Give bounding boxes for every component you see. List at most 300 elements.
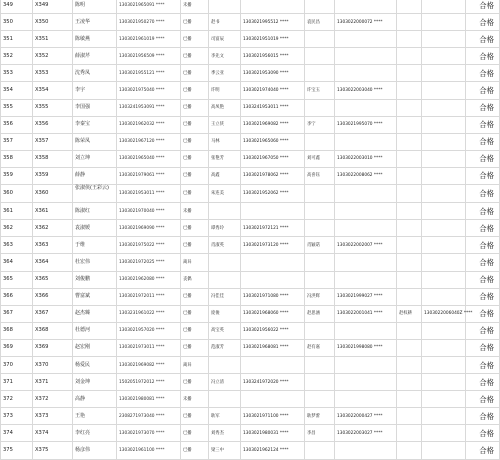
marital-status[interactable]: 未播: [181, 391, 209, 408]
id-number[interactable]: 1303021969082 ****: [117, 356, 181, 373]
result-cell[interactable]: 合格: [466, 185, 500, 203]
marital-status[interactable]: 未播: [181, 203, 209, 220]
child-id-number[interactable]: 1303022002007 ****: [335, 237, 397, 254]
record-code[interactable]: X356: [33, 116, 73, 133]
result-cell[interactable]: 合格: [466, 237, 500, 254]
row-index[interactable]: 373: [1, 408, 33, 425]
spouse-id-number[interactable]: 1303021978062 ****: [241, 167, 305, 184]
record-code[interactable]: X361: [33, 203, 73, 220]
person-name[interactable]: 沈秀凤: [73, 65, 117, 82]
second-child-name[interactable]: [397, 356, 422, 373]
spouse-name[interactable]: [209, 271, 241, 288]
row-index[interactable]: 353: [1, 65, 33, 82]
id-number[interactable]: 1502051972012 ****: [117, 374, 181, 391]
child-id-number[interactable]: [335, 374, 397, 391]
row-index[interactable]: 363: [1, 237, 33, 254]
id-number[interactable]: 1303021980081 ****: [117, 391, 181, 408]
second-child-id-number[interactable]: [422, 237, 466, 254]
record-code[interactable]: X362: [33, 220, 73, 237]
second-child-name[interactable]: [397, 322, 422, 339]
person-name[interactable]: 李红亮: [73, 425, 117, 442]
second-child-id-number[interactable]: [422, 167, 466, 184]
result-cell[interactable]: 合格: [466, 288, 500, 305]
child-name[interactable]: [305, 356, 335, 373]
spouse-id-number[interactable]: [241, 254, 305, 271]
marital-status[interactable]: 已播: [181, 288, 209, 305]
record-code[interactable]: X375: [33, 442, 73, 459]
result-cell[interactable]: 合格: [466, 374, 500, 391]
spouse-name[interactable]: 朱连美: [209, 185, 241, 203]
person-name[interactable]: 杨爱民: [73, 356, 117, 373]
row-index[interactable]: 356: [1, 116, 33, 133]
marital-status[interactable]: 已播: [181, 220, 209, 237]
record-code[interactable]: X369: [33, 339, 73, 356]
child-id-number[interactable]: 1303021995070 ****: [335, 116, 397, 133]
child-id-number[interactable]: [335, 48, 397, 65]
id-number[interactable]: 1303021973070 ****: [117, 425, 181, 442]
spouse-id-number[interactable]: 1303021953090 ****: [241, 65, 305, 82]
child-name[interactable]: [305, 203, 335, 220]
id-number[interactable]: 1303021975022 ****: [117, 237, 181, 254]
child-name[interactable]: [305, 322, 335, 339]
child-name[interactable]: [305, 442, 335, 459]
row-index[interactable]: 368: [1, 322, 33, 339]
spouse-name[interactable]: [209, 391, 241, 408]
spouse-name[interactable]: 王立侠: [209, 116, 241, 133]
record-code[interactable]: X368: [33, 322, 73, 339]
child-id-number[interactable]: [335, 65, 397, 82]
person-name[interactable]: 刘俊鹏: [73, 271, 117, 288]
id-number[interactable]: 1303021972011 ****: [117, 288, 181, 305]
id-number[interactable]: 1303021962080 ****: [117, 271, 181, 288]
spouse-id-number[interactable]: 1303021971100 ****: [241, 408, 305, 425]
result-cell[interactable]: 合格: [466, 31, 500, 48]
marital-status[interactable]: 已播: [181, 48, 209, 65]
child-id-number[interactable]: [335, 220, 397, 237]
child-id-number[interactable]: [335, 31, 397, 48]
child-id-number[interactable]: [335, 133, 397, 150]
second-child-name[interactable]: [397, 48, 422, 65]
child-name[interactable]: 耿梦蕾: [305, 408, 335, 425]
result-cell[interactable]: 合格: [466, 356, 500, 373]
row-index[interactable]: 369: [1, 339, 33, 356]
row-index[interactable]: 352: [1, 48, 33, 65]
second-child-name[interactable]: [397, 425, 422, 442]
record-code[interactable]: X352: [33, 48, 73, 65]
spouse-id-number[interactable]: 1303021967050 ****: [241, 150, 305, 167]
person-name[interactable]: 杨彦伟: [73, 442, 117, 459]
spouse-id-number[interactable]: 1303021952062 ****: [241, 185, 305, 203]
child-id-number[interactable]: 1303022003040 ****: [335, 82, 397, 99]
spouse-name[interactable]: [209, 0, 241, 14]
person-name[interactable]: 高静: [73, 391, 117, 408]
marital-status[interactable]: 已播: [181, 65, 209, 82]
marital-status[interactable]: 离异: [181, 356, 209, 373]
result-cell[interactable]: 合格: [466, 65, 500, 82]
child-id-number[interactable]: [335, 322, 397, 339]
person-name[interactable]: 薛淑芹: [73, 48, 117, 65]
row-index[interactable]: 361: [1, 203, 33, 220]
spouse-name[interactable]: 范淑芳: [209, 339, 241, 356]
result-cell[interactable]: 合格: [466, 442, 500, 459]
second-child-id-number[interactable]: [422, 356, 466, 373]
id-number[interactable]: 1303021961100 ****: [117, 442, 181, 459]
spouse-id-number[interactable]: 1303021962124 ****: [241, 442, 305, 459]
record-code[interactable]: X360: [33, 185, 73, 203]
id-number[interactable]: 1303231961022 ****: [117, 305, 181, 322]
result-cell[interactable]: 合格: [466, 408, 500, 425]
person-name[interactable]: 于维: [73, 237, 117, 254]
person-name[interactable]: 李秦宝: [73, 116, 117, 133]
marital-status[interactable]: 已播: [181, 14, 209, 31]
marital-status[interactable]: 已播: [181, 425, 209, 442]
result-cell[interactable]: 合格: [466, 0, 500, 14]
child-id-number[interactable]: [335, 391, 397, 408]
child-name[interactable]: [305, 133, 335, 150]
child-name[interactable]: [305, 374, 335, 391]
child-name[interactable]: [305, 391, 335, 408]
spouse-id-number[interactable]: 1303021972121 ****: [241, 220, 305, 237]
spouse-name[interactable]: 谭秀玲: [209, 220, 241, 237]
second-child-name[interactable]: [397, 116, 422, 133]
marital-status[interactable]: 已播: [181, 374, 209, 391]
record-code[interactable]: X358: [33, 150, 73, 167]
second-child-name[interactable]: [397, 82, 422, 99]
child-id-number[interactable]: 1303021998080 ****: [335, 339, 397, 356]
id-number[interactable]: 2308271973040 ****: [117, 408, 181, 425]
result-cell[interactable]: 合格: [466, 254, 500, 271]
second-child-id-number[interactable]: [422, 65, 466, 82]
child-name[interactable]: 赵思涵: [305, 305, 335, 322]
record-code[interactable]: X350: [33, 14, 73, 31]
spouse-id-number[interactable]: 1303021969082 ****: [241, 116, 305, 133]
spouse-id-number[interactable]: 1303021971080 ****: [241, 288, 305, 305]
spouse-name[interactable]: 耿军: [209, 408, 241, 425]
child-name[interactable]: 冯洪辉: [305, 288, 335, 305]
second-child-name[interactable]: [397, 288, 422, 305]
spouse-id-number[interactable]: [241, 0, 305, 14]
spouse-name[interactable]: 庞俊: [209, 305, 241, 322]
second-child-id-number[interactable]: [422, 374, 466, 391]
spouse-name[interactable]: 马林: [209, 133, 241, 150]
spouse-id-number[interactable]: 1303021968081 ****: [241, 339, 305, 356]
person-name[interactable]: 王艳: [73, 408, 117, 425]
person-name[interactable]: 赵杰臻: [73, 305, 117, 322]
second-child-id-number[interactable]: [422, 271, 466, 288]
second-child-name[interactable]: 赵权耕: [397, 305, 422, 322]
child-id-number[interactable]: [335, 442, 397, 459]
person-name[interactable]: 刘立坤: [73, 150, 117, 167]
record-code[interactable]: X353: [33, 65, 73, 82]
second-child-name[interactable]: [397, 203, 422, 220]
child-name[interactable]: 高喜钰: [305, 167, 335, 184]
spouse-id-number[interactable]: 1303021956015 ****: [241, 48, 305, 65]
second-child-name[interactable]: [397, 185, 422, 203]
spouse-name[interactable]: 司富辰: [209, 31, 241, 48]
child-name[interactable]: 李昌: [305, 425, 335, 442]
child-name[interactable]: 袁民昌: [305, 14, 335, 31]
child-name[interactable]: [305, 31, 335, 48]
spouse-id-number[interactable]: 1303021974040 ****: [241, 82, 305, 99]
row-index[interactable]: 359: [1, 167, 33, 184]
row-index[interactable]: 351: [1, 31, 33, 48]
child-name[interactable]: [305, 99, 335, 116]
spouse-name[interactable]: 高鑫: [209, 167, 241, 184]
row-index[interactable]: 366: [1, 288, 33, 305]
child-id-number[interactable]: [335, 99, 397, 116]
row-index[interactable]: 365: [1, 271, 33, 288]
child-name[interactable]: [305, 185, 335, 203]
child-id-number[interactable]: [335, 356, 397, 373]
second-child-id-number[interactable]: [422, 339, 466, 356]
id-number[interactable]: 1303021965040 ****: [117, 150, 181, 167]
child-id-number[interactable]: 1303022003010 ****: [335, 150, 397, 167]
marital-status[interactable]: 已播: [181, 305, 209, 322]
id-number[interactable]: 1303021956509 ****: [117, 48, 181, 65]
result-cell[interactable]: 合格: [466, 82, 500, 99]
second-child-id-number[interactable]: 1303022006040Z ****: [422, 305, 466, 322]
child-name[interactable]: [305, 254, 335, 271]
id-number[interactable]: 1303021962032 ****: [117, 116, 181, 133]
second-child-name[interactable]: [397, 442, 422, 459]
second-child-name[interactable]: [397, 65, 422, 82]
row-index[interactable]: 375: [1, 442, 33, 459]
record-code[interactable]: X357: [33, 133, 73, 150]
person-name[interactable]: 薛静: [73, 167, 117, 184]
child-id-number[interactable]: 1303022000072 ****: [335, 14, 397, 31]
marital-status[interactable]: 已播: [181, 322, 209, 339]
id-number[interactable]: 1303021979061 ****: [117, 167, 181, 184]
second-child-id-number[interactable]: [422, 31, 466, 48]
second-child-name[interactable]: [397, 99, 422, 116]
second-child-name[interactable]: [397, 408, 422, 425]
child-name[interactable]: [305, 0, 335, 14]
spouse-id-number[interactable]: 1303021951019 ****: [241, 31, 305, 48]
spouse-id-number[interactable]: [241, 271, 305, 288]
second-child-id-number[interactable]: [422, 133, 466, 150]
person-name[interactable]: 陈敏燕: [73, 31, 117, 48]
result-cell[interactable]: 合格: [466, 305, 500, 322]
child-id-number[interactable]: 1303022001041 ****: [335, 305, 397, 322]
second-child-id-number[interactable]: [422, 150, 466, 167]
row-index[interactable]: 354: [1, 82, 33, 99]
record-code[interactable]: X370: [33, 356, 73, 373]
id-number[interactable]: 1303241953091 ****: [117, 99, 181, 116]
spouse-name[interactable]: 冯立清: [209, 374, 241, 391]
spouse-id-number[interactable]: [241, 356, 305, 373]
second-child-id-number[interactable]: [422, 288, 466, 305]
second-child-id-number[interactable]: [422, 116, 466, 133]
second-child-id-number[interactable]: [422, 322, 466, 339]
record-code[interactable]: X363: [33, 237, 73, 254]
child-name[interactable]: 李宁: [305, 116, 335, 133]
result-cell[interactable]: 合格: [466, 133, 500, 150]
person-name[interactable]: 张淑侠(王彩云): [73, 185, 117, 203]
second-child-name[interactable]: [397, 339, 422, 356]
child-id-number[interactable]: [335, 203, 397, 220]
marital-status[interactable]: 已播: [181, 237, 209, 254]
result-cell[interactable]: 合格: [466, 322, 500, 339]
id-number[interactable]: 1303021969090 ****: [117, 220, 181, 237]
marital-status[interactable]: 已播: [181, 185, 209, 203]
record-code[interactable]: X367: [33, 305, 73, 322]
record-code[interactable]: X366: [33, 288, 73, 305]
spouse-name[interactable]: 刘秀杰: [209, 425, 241, 442]
id-number[interactable]: 1303021955121 ****: [117, 65, 181, 82]
result-cell[interactable]: 合格: [466, 150, 500, 167]
person-name[interactable]: 陈淑红: [73, 203, 117, 220]
spouse-name[interactable]: 张艳芳: [209, 150, 241, 167]
child-name[interactable]: 肖颖诺: [305, 237, 335, 254]
second-child-id-number[interactable]: [422, 185, 466, 203]
second-child-name[interactable]: [397, 14, 422, 31]
spouse-name[interactable]: [209, 254, 241, 271]
spouse-name[interactable]: 梁三中: [209, 442, 241, 459]
id-number[interactable]: 1303021965091 ****: [117, 0, 181, 14]
id-number[interactable]: 1303021973011 ****: [117, 339, 181, 356]
spouse-name[interactable]: 赵书: [209, 14, 241, 31]
marital-status[interactable]: 已播: [181, 116, 209, 133]
marital-status[interactable]: 已播: [181, 150, 209, 167]
marital-status[interactable]: 丧偶: [181, 271, 209, 288]
record-code[interactable]: X359: [33, 167, 73, 184]
second-child-name[interactable]: [397, 150, 422, 167]
spouse-name[interactable]: 季云亚: [209, 65, 241, 82]
person-name[interactable]: 李宇: [73, 82, 117, 99]
row-index[interactable]: 358: [1, 150, 33, 167]
marital-status[interactable]: 已播: [181, 99, 209, 116]
second-child-name[interactable]: [397, 254, 422, 271]
marital-status[interactable]: 已播: [181, 408, 209, 425]
child-id-number[interactable]: [335, 271, 397, 288]
row-index[interactable]: 372: [1, 391, 33, 408]
record-code[interactable]: X372: [33, 391, 73, 408]
second-child-name[interactable]: [397, 271, 422, 288]
child-name[interactable]: [305, 271, 335, 288]
spouse-id-number[interactable]: 1303241972020 ****: [241, 374, 305, 391]
id-number[interactable]: 1303021961019 ****: [117, 31, 181, 48]
person-name[interactable]: 刘金坤: [73, 374, 117, 391]
spouse-id-number[interactable]: [241, 203, 305, 220]
second-child-id-number[interactable]: [422, 442, 466, 459]
row-index[interactable]: 371: [1, 374, 33, 391]
record-code[interactable]: X355: [33, 99, 73, 116]
second-child-name[interactable]: [397, 133, 422, 150]
spouse-id-number[interactable]: 1303241953011 ****: [241, 99, 305, 116]
record-code[interactable]: X365: [33, 271, 73, 288]
child-id-number[interactable]: 1303022008062 ****: [335, 167, 397, 184]
second-child-id-number[interactable]: [422, 48, 466, 65]
second-child-name[interactable]: [397, 391, 422, 408]
spouse-id-number[interactable]: [241, 391, 305, 408]
row-index[interactable]: 370: [1, 356, 33, 373]
child-id-number[interactable]: 1303022003027 ****: [335, 425, 397, 442]
second-child-name[interactable]: [397, 31, 422, 48]
person-name[interactable]: 杜德河: [73, 322, 117, 339]
person-name[interactable]: 杜宏伟: [73, 254, 117, 271]
spouse-id-number[interactable]: 1303021995512 ****: [241, 14, 305, 31]
result-cell[interactable]: 合格: [466, 14, 500, 31]
spouse-name[interactable]: [209, 356, 241, 373]
child-name[interactable]: 许宝玉: [305, 82, 335, 99]
row-index[interactable]: 364: [1, 254, 33, 271]
second-child-id-number[interactable]: [422, 0, 466, 14]
marital-status[interactable]: 已播: [181, 133, 209, 150]
result-cell[interactable]: 合格: [466, 203, 500, 220]
spouse-id-number[interactable]: 1303021980031 ****: [241, 425, 305, 442]
second-child-id-number[interactable]: [422, 99, 466, 116]
row-index[interactable]: 350: [1, 14, 33, 31]
record-code[interactable]: X351: [33, 31, 73, 48]
row-index[interactable]: 357: [1, 133, 33, 150]
row-index[interactable]: 374: [1, 425, 33, 442]
second-child-id-number[interactable]: [422, 425, 466, 442]
id-number[interactable]: 1303021972025 ****: [117, 254, 181, 271]
id-number[interactable]: 1303021950270 ****: [117, 14, 181, 31]
spouse-id-number[interactable]: 1303021968060 ****: [241, 305, 305, 322]
marital-status[interactable]: 已播: [181, 167, 209, 184]
spouse-name[interactable]: 高宝英: [209, 322, 241, 339]
child-name[interactable]: [305, 48, 335, 65]
second-child-id-number[interactable]: [422, 408, 466, 425]
record-code[interactable]: X354: [33, 82, 73, 99]
person-name[interactable]: 陈荣凤: [73, 133, 117, 150]
child-name[interactable]: [305, 220, 335, 237]
child-name[interactable]: 赵有嘉: [305, 339, 335, 356]
result-cell[interactable]: 合格: [466, 48, 500, 65]
person-name[interactable]: 曹富斌: [73, 288, 117, 305]
spouse-id-number[interactable]: 1303021965060 ****: [241, 133, 305, 150]
id-number[interactable]: 1303021957020 ****: [117, 322, 181, 339]
result-cell[interactable]: 合格: [466, 220, 500, 237]
second-child-id-number[interactable]: [422, 391, 466, 408]
id-number[interactable]: 1303021967120 ****: [117, 133, 181, 150]
record-code[interactable]: X364: [33, 254, 73, 271]
marital-status[interactable]: 已播: [181, 442, 209, 459]
row-index[interactable]: 367: [1, 305, 33, 322]
row-index[interactable]: 362: [1, 220, 33, 237]
spouse-name[interactable]: [209, 203, 241, 220]
spouse-name[interactable]: 高凤艳: [209, 99, 241, 116]
id-number[interactable]: 1303021953011 ****: [117, 185, 181, 203]
spouse-id-number[interactable]: 1303021956022 ****: [241, 322, 305, 339]
result-cell[interactable]: 合格: [466, 116, 500, 133]
spouse-id-number[interactable]: 1303021973120 ****: [241, 237, 305, 254]
second-child-name[interactable]: [397, 220, 422, 237]
person-name[interactable]: 王凌华: [73, 14, 117, 31]
second-child-name[interactable]: [397, 374, 422, 391]
spouse-name[interactable]: 许明: [209, 82, 241, 99]
child-id-number[interactable]: [335, 185, 397, 203]
person-name[interactable]: 李国强: [73, 99, 117, 116]
marital-status[interactable]: 已播: [181, 31, 209, 48]
child-name[interactable]: [305, 65, 335, 82]
marital-status[interactable]: 已播: [181, 82, 209, 99]
result-cell[interactable]: 合格: [466, 391, 500, 408]
record-code[interactable]: X374: [33, 425, 73, 442]
id-number[interactable]: 1303021975040 ****: [117, 82, 181, 99]
person-name[interactable]: 袁淑媛: [73, 220, 117, 237]
child-id-number[interactable]: [335, 0, 397, 14]
spouse-name[interactable]: 肖淑英: [209, 237, 241, 254]
result-cell[interactable]: 合格: [466, 271, 500, 288]
second-child-id-number[interactable]: [422, 82, 466, 99]
child-id-number[interactable]: [335, 254, 397, 271]
id-number[interactable]: 1303021970040 ****: [117, 203, 181, 220]
result-cell[interactable]: 合格: [466, 339, 500, 356]
second-child-id-number[interactable]: [422, 14, 466, 31]
marital-status[interactable]: 离异: [181, 254, 209, 271]
